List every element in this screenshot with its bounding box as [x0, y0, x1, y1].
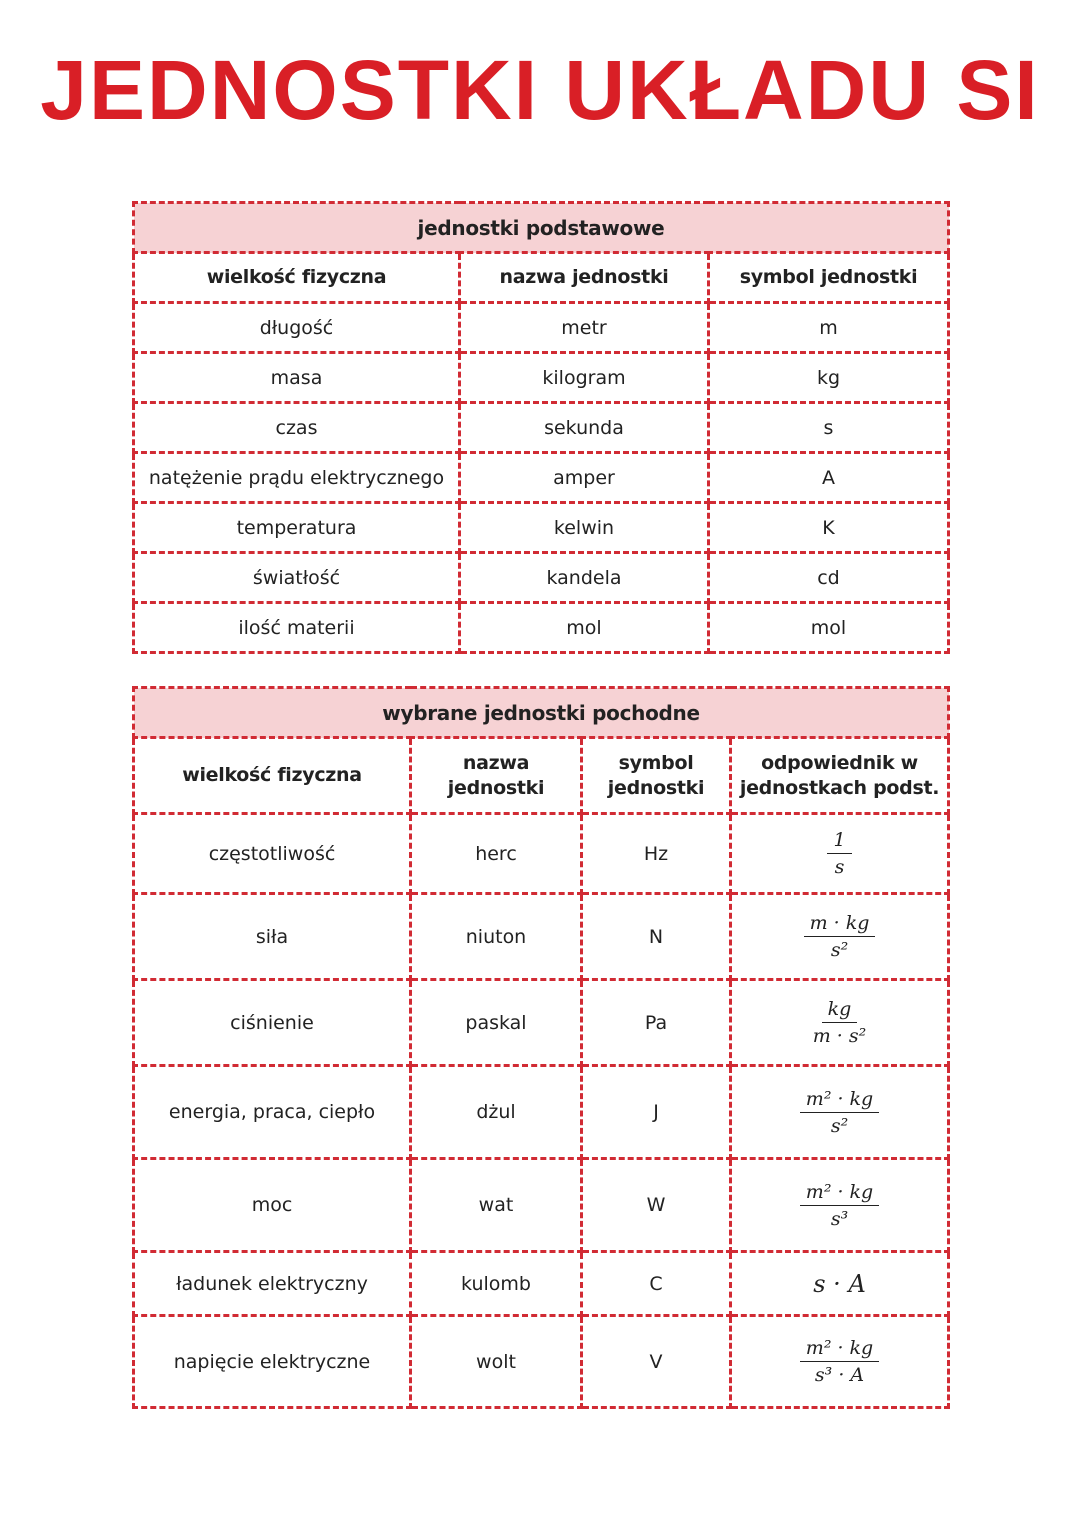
cell-quantity: długość [134, 303, 460, 353]
formula-denominator: s³ · A [814, 1364, 865, 1386]
cell-unit-symbol: K [709, 503, 949, 553]
cell-unit-name: amper [460, 453, 709, 503]
table-row [134, 1066, 949, 1159]
cell-unit-symbol: Hz [582, 814, 731, 894]
formula-numerator: kg [822, 998, 858, 1023]
cell-base-equivalent [731, 814, 949, 894]
formula: s · A [813, 1269, 866, 1298]
table-row [134, 553, 949, 603]
cell-unit-name: kelwin [460, 503, 709, 553]
cell-unit-symbol: m [709, 303, 949, 353]
formula-numerator: m² · kg [800, 1088, 879, 1113]
cell-unit-symbol: kg [709, 353, 949, 403]
table-row [134, 603, 949, 653]
cell-quantity: częstotliwość [134, 814, 411, 894]
table-row [134, 1316, 949, 1408]
cell-unit-symbol: Pa [582, 980, 731, 1066]
table-row [134, 1159, 949, 1252]
page-title: JEDNOSTKI UKŁADU SI [40, 43, 1040, 137]
cell-quantity: siła [134, 894, 411, 980]
cell-quantity: ładunek elektryczny [134, 1252, 411, 1316]
table-row [134, 1252, 949, 1316]
cell-unit-symbol: V [582, 1316, 731, 1408]
formula-denominator: s³ [830, 1207, 849, 1230]
cell-unit-name: wolt [411, 1316, 582, 1408]
formula-denominator: s [834, 856, 845, 878]
formula-numerator: m² · kg [800, 1181, 879, 1206]
cell-quantity: ciśnienie [134, 980, 411, 1066]
formula-denominator: m · s² [812, 1025, 867, 1047]
formula-fraction [800, 1088, 879, 1137]
column-header-unit-name: nazwa jednostki [460, 253, 709, 303]
formula-numerator: m · kg [804, 912, 876, 937]
column-header-quantity: wielkość fizyczna [134, 253, 460, 303]
cell-unit-name: niuton [411, 894, 582, 980]
cell-quantity: światłość [134, 553, 460, 603]
basic-units-table [132, 201, 950, 654]
cell-unit-symbol: A [709, 453, 949, 503]
table-row [134, 894, 949, 980]
table-row [134, 814, 949, 894]
cell-unit-symbol: s [709, 403, 949, 453]
cell-unit-name: kandela [460, 553, 709, 603]
cell-unit-name: metr [460, 303, 709, 353]
cell-unit-name: wat [411, 1159, 582, 1252]
cell-unit-name: mol [460, 603, 709, 653]
cell-unit-name: kilogram [460, 353, 709, 403]
cell-base-equivalent [731, 1316, 949, 1408]
cell-unit-symbol: N [582, 894, 731, 980]
formula-fraction [807, 998, 873, 1047]
cell-unit-name: herc [411, 814, 582, 894]
cell-quantity: napięcie elektryczne [134, 1316, 411, 1408]
cell-base-equivalent [731, 1252, 949, 1316]
cell-unit-name: sekunda [460, 403, 709, 453]
formula-fraction [804, 912, 876, 961]
cell-unit-name: dżul [411, 1066, 582, 1159]
cell-quantity: masa [134, 353, 460, 403]
table-row [134, 403, 949, 453]
table-row [134, 503, 949, 553]
derived-units-table [132, 686, 950, 1409]
cell-base-equivalent [731, 894, 949, 980]
table-row [134, 303, 949, 353]
table-row [134, 980, 949, 1066]
formula-fraction [800, 1337, 879, 1386]
cell-base-equivalent [731, 1159, 949, 1252]
derived-units-header: wybrane jednostki pochodne [134, 688, 949, 738]
cell-unit-symbol: W [582, 1159, 731, 1252]
formula-numerator: m² · kg [800, 1337, 879, 1362]
column-header-base-equivalent: odpowiednik w jednostkach podst. [731, 738, 949, 814]
formula-fraction [827, 829, 851, 878]
table-row [134, 353, 949, 403]
basic-units-header: jednostki podstawowe [134, 203, 949, 253]
cell-unit-name: paskal [411, 980, 582, 1066]
cell-quantity: temperatura [134, 503, 460, 553]
formula-denominator: s² [830, 939, 849, 961]
cell-unit-name: kulomb [411, 1252, 582, 1316]
cell-unit-symbol: J [582, 1066, 731, 1159]
cell-quantity: czas [134, 403, 460, 453]
cell-base-equivalent [731, 1066, 949, 1159]
column-header-unit-symbol: symbol jednostki [709, 253, 949, 303]
cell-quantity: moc [134, 1159, 411, 1252]
cell-base-equivalent [731, 980, 949, 1066]
cell-quantity: ilość materii [134, 603, 460, 653]
column-header-unit-name: nazwa jednostki [411, 738, 582, 814]
cell-unit-symbol: cd [709, 553, 949, 603]
cell-unit-symbol: C [582, 1252, 731, 1316]
column-header-quantity: wielkość fizyczna [134, 738, 411, 814]
cell-quantity: energia, praca, ciepło [134, 1066, 411, 1159]
column-header-unit-symbol: symbol jednostki [582, 738, 731, 814]
table-row [134, 453, 949, 503]
cell-unit-symbol: mol [709, 603, 949, 653]
formula-numerator: 1 [827, 829, 851, 854]
cell-quantity: natężenie prądu elektrycznego [134, 453, 460, 503]
formula-fraction [800, 1181, 879, 1230]
formula-denominator: s² [830, 1114, 849, 1137]
